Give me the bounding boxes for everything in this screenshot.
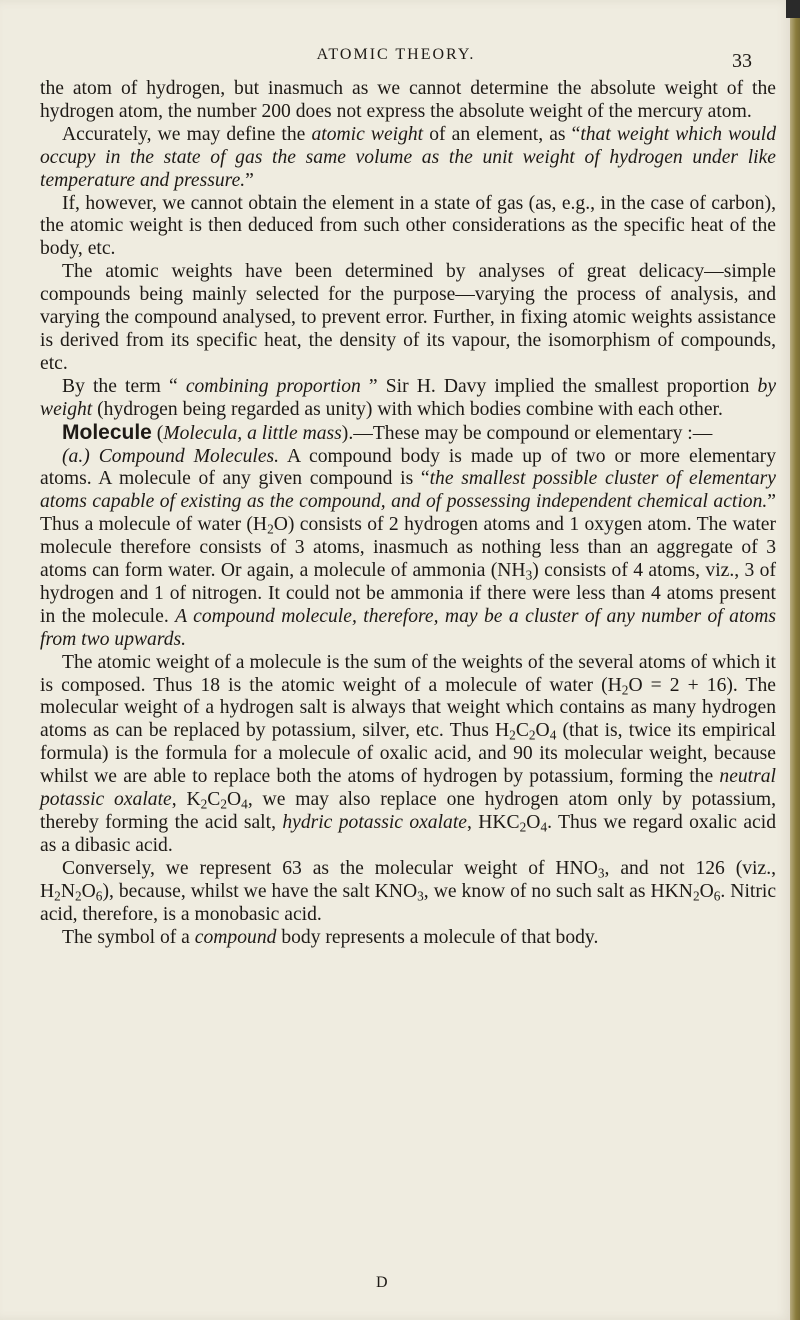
subscript: 3	[525, 567, 533, 583]
page-edge-binding	[790, 0, 800, 1320]
italic-definition: that weight which would occupy in the state of gas the same volume as the unit weight of hydrogen under like temperature and pressure.	[40, 123, 776, 191]
italic-term: neutral potassic oxalate	[40, 766, 776, 811]
text-run: of an element, as “	[423, 123, 581, 145]
paragraph-molecular-weight	[40, 652, 776, 858]
body-text	[40, 78, 776, 949]
text-run: , we may also replace one hydrogen atom only by potassium, thereby forming the acid salt,	[40, 789, 777, 833]
text-run: Accurately, we may define the	[62, 123, 312, 145]
text-run: Conversely, we represent 63 as the molecular weight of HNO	[62, 857, 598, 879]
signature-mark: D	[376, 1274, 388, 1291]
italic-term: atomic weight	[311, 123, 424, 145]
text-run: By the term “	[62, 375, 186, 397]
subscript: 2	[692, 888, 700, 904]
text-run: A compound body is made up of two or more elementary atoms. A molecule of any given compound is “	[40, 445, 776, 490]
text-run: body represents a molecule of that body.	[276, 926, 599, 948]
subscript: 2	[74, 888, 82, 904]
paragraph-symbol	[40, 927, 776, 950]
text-run: ) consists of 4 atoms, viz., 3 of hydrogen and 1 of nitrogen. It could not be ammonia if there were less than 4 atoms present in the molecule.	[40, 560, 776, 627]
text-run: ” Thus a molecule of water (H	[40, 491, 776, 536]
paragraph-gas-state: If, however, we cannot obtain the element in a state of gas (as, e.g., in the case of carbon), the atomic weight is then deduced from such other considerations as the specific heat of the body, etc.	[40, 192, 776, 260]
text-run: C	[207, 789, 221, 811]
corner-mark	[786, 0, 800, 18]
subscript: 3	[417, 888, 424, 904]
subscript: 4	[540, 819, 548, 835]
subscript: 2	[509, 728, 516, 744]
subscript: 2	[621, 682, 629, 698]
text-run: O	[699, 880, 714, 902]
text-run: O	[526, 812, 541, 833]
text-run: , we know of no such salt as HKN	[423, 880, 693, 902]
text-run: C	[515, 720, 529, 742]
subscript: 4	[549, 728, 557, 744]
italic-conclusion: A compound molecule, therefore, may be a cluster of any number of atoms from two upwards.	[40, 605, 776, 650]
text-run: ” Sir H. Davy implied the smallest proportion	[360, 375, 758, 397]
subscript: 4	[241, 796, 248, 812]
subscript: 3	[597, 865, 605, 881]
paragraph-molecule-heading	[40, 422, 776, 446]
subscript: 2	[528, 728, 536, 744]
italic-term: combining proportion	[185, 375, 361, 397]
text-run: O	[535, 720, 550, 742]
italic-term: hydric potassic oxalate	[282, 812, 467, 833]
paragraph-compound-molecules	[40, 446, 776, 652]
subscript: 6	[713, 888, 721, 904]
text-run: ), because, whilst we have the salt KNO	[102, 880, 418, 902]
text-run: , HKC	[467, 812, 520, 833]
paragraph-nitric-acid	[40, 858, 776, 927]
italic-definition: the smallest possible cluster of elementary atoms capable of existing as the compound, and of possessing independent chemical action.	[40, 468, 776, 513]
text-run: , K	[171, 789, 201, 811]
text-run: , and not 126 (viz., H	[40, 857, 776, 902]
paragraph-atomic-weight-definition	[40, 124, 776, 193]
text-run: O	[81, 880, 96, 902]
paragraph-combining-proportion	[40, 376, 776, 422]
text-run: The symbol of a	[62, 926, 195, 948]
text-run: The atomic weight of a molecule is the sum of the weights of the several atoms of which it is composed. Thus 18 is the atomic weight of a molecule of water (H	[40, 651, 776, 696]
paragraph-analyses: The atomic weights have been determined by analyses of great delicacy—simple compounds being mainly selected for the purpose—varying the process of analysis, and varying the compound analysed, to prevent error. Further, in fixing atomic weights assistance is derived from its specific heat, the density of its vapour, the isomorphism of compounds, etc.	[40, 261, 776, 374]
section-title: Molecule	[62, 420, 152, 444]
text-run: . Thus we regard oxalic acid as a dibasic acid.	[40, 812, 776, 856]
subscript: 6	[95, 888, 103, 904]
paragraph-1: the atom of hydrogen, but inasmuch as we cannot determine the absolute weight of the hydrogen atom, the number 200 does not express the absolute weight of the mercury atom.	[40, 78, 776, 122]
italic-term: by weight	[40, 375, 777, 420]
page-number: 33	[732, 50, 752, 72]
text-run: . Nitric acid, therefore, is a monobasic acid.	[40, 880, 777, 925]
subscript: 2	[519, 819, 527, 835]
text-run: (hydrogen being regarded as unity) with which bodies combine with each other.	[92, 398, 723, 420]
text-run: N	[60, 880, 75, 902]
subscript: 2	[267, 521, 274, 537]
running-head: ATOMIC THEORY.	[316, 46, 476, 63]
text-run: O) consists of 2 hydrogen atoms and 1 oxygen atom. The water molecule therefore consists of 3 atoms, inasmuch as nothing less than an aggregate of 3 atoms can form water. Or again, a molecule of ammonia (NH	[40, 514, 777, 582]
text-run: O	[227, 789, 242, 811]
text-run: ”	[245, 169, 254, 191]
text-run: O = 2 + 16). The molecular weight of a hydrogen salt is always that weight which contains as many hydrogen atoms as can be replaced by potassium, silver, etc. Thus H	[40, 674, 776, 742]
text-run: (that is, twice its empirical formula) is the formula for a molecule of oxalic acid, and 90 its molecular weight, because whilst we are able to replace both the atoms of hydrogen by potassium, forming the	[40, 720, 776, 788]
subscript: 2	[220, 796, 228, 812]
text-run: ).—These may be compound or elementary :—	[341, 422, 713, 444]
subsection-label: (a.) Compound Molecules.	[62, 445, 280, 467]
subscript: 2	[200, 796, 208, 812]
italic-etymology: Molecula, a little mass	[163, 422, 342, 444]
subscript: 2	[54, 888, 61, 904]
italic-term: compound	[194, 926, 277, 948]
text-run: (	[151, 422, 164, 444]
